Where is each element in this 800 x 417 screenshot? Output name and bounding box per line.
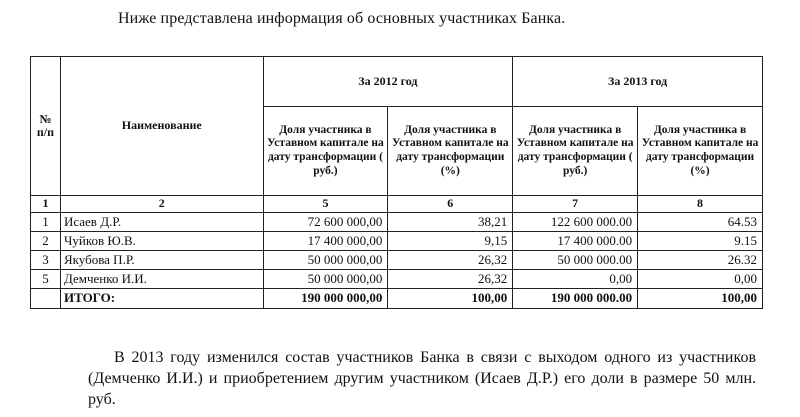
share-2013-pct: 64.53: [638, 213, 763, 232]
subheader-2013-pct: Доля участника в Уставном капитале на дату трансформации (%): [638, 107, 763, 196]
total-2013-pct: 100,00: [638, 289, 763, 309]
share-2013-rub: 50 000 000.00: [513, 251, 638, 270]
header-number: № п/п: [31, 57, 61, 196]
header-name: Наименование: [60, 57, 263, 196]
header-year-2012: За 2012 год: [263, 57, 513, 107]
participant-name: Чуйков Ю.В.: [60, 232, 263, 251]
table-row: [31, 232, 763, 251]
index-cell: 2: [60, 196, 263, 213]
participant-name: Исаев Д.Р.: [60, 213, 263, 232]
index-cell: 6: [388, 196, 513, 213]
share-2012-pct: 26,32: [388, 251, 513, 270]
row-number: 5: [31, 270, 61, 289]
share-2013-rub: 0,00: [513, 270, 638, 289]
share-2012-pct: 26,32: [388, 270, 513, 289]
subheader-2012-pct: Доля участника в Уставном капитале на дату трансформации (%): [388, 107, 513, 196]
index-cell: 5: [263, 196, 388, 213]
share-2013-pct: 26.32: [638, 251, 763, 270]
index-cell: 1: [31, 196, 61, 213]
shareholders-table: [30, 56, 763, 309]
row-number: 3: [31, 251, 61, 270]
index-cell: 7: [513, 196, 638, 213]
share-2012-rub: 72 600 000,00: [263, 213, 388, 232]
row-number: 1: [31, 213, 61, 232]
participant-name: Демченко И.И.: [60, 270, 263, 289]
share-2012-rub: 50 000 000,00: [263, 270, 388, 289]
participant-name: Якубова П.Р.: [60, 251, 263, 270]
column-index-row: [31, 196, 763, 213]
total-label: ИТОГО:: [60, 289, 263, 309]
share-2012-pct: 9,15: [388, 232, 513, 251]
total-2012-pct: 100,00: [388, 289, 513, 309]
subheader-2012-rub: Доля участника в Уставном капитале на дату трансформации ( руб.): [263, 107, 388, 196]
share-2012-rub: 17 400 000,00: [263, 232, 388, 251]
intro-text: Ниже представлена информация об основных участниках Банка.: [118, 10, 566, 27]
outro-paragraph: В 2013 году изменился состав участников Банка в связи с выходом одного из участников (Демченко И.И.) и приобретением другим участником (Исаев Д.Р.) его доли в размере 50 млн. руб.: [88, 349, 756, 408]
table-row: [31, 270, 763, 289]
total-2012-rub: 190 000 000,00: [263, 289, 388, 309]
share-2013-rub: 122 600 000.00: [513, 213, 638, 232]
table-row: [31, 213, 763, 232]
table-header-row: [31, 57, 763, 107]
total-2013-rub: 190 000 000.00: [513, 289, 638, 309]
share-2013-rub: 17 400 000.00: [513, 232, 638, 251]
share-2012-rub: 50 000 000,00: [263, 251, 388, 270]
header-year-2013: За 2013 год: [513, 57, 763, 107]
subheader-2013-rub: Доля участника в Уставном капитале на дату трансформации ( руб.): [513, 107, 638, 196]
total-row: [31, 289, 763, 309]
total-spacer: [31, 289, 61, 309]
share-2012-pct: 38,21: [388, 213, 513, 232]
share-2013-pct: 0,00: [638, 270, 763, 289]
share-2013-pct: 9.15: [638, 232, 763, 251]
index-cell: 8: [638, 196, 763, 213]
table-row: [31, 251, 763, 270]
row-number: 2: [31, 232, 61, 251]
